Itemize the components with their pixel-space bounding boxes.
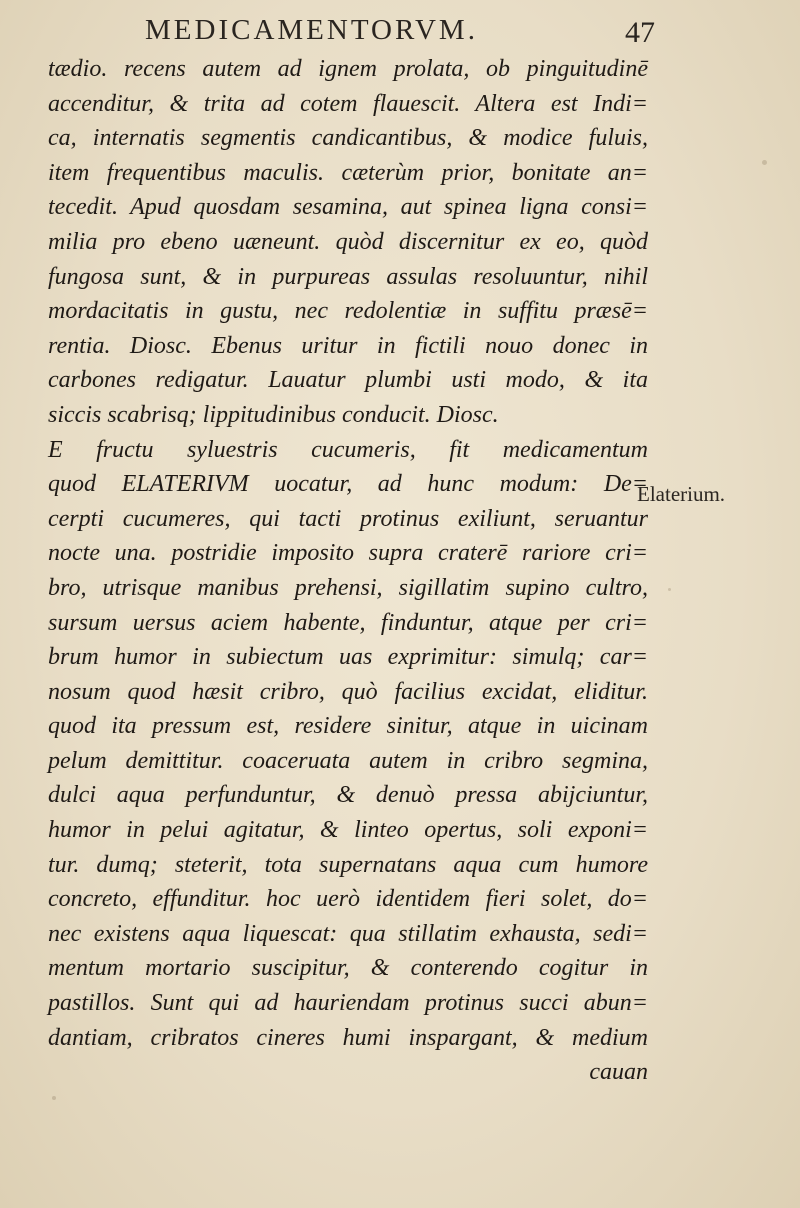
text-line: quod ita pressum est, residere sinitur, atque in uicinam bbox=[48, 713, 648, 740]
page-number: 47 bbox=[625, 16, 655, 49]
text-line: dantiam, cribratos cineres humi inspargant, & medium bbox=[48, 1024, 648, 1051]
text-line: bro, utrisque manibus prehensi, sigillatim supino cultro, bbox=[48, 574, 648, 601]
text-line: quod ELATERIVM uocatur, ad hunc modum: De= bbox=[48, 471, 648, 498]
text-line: ca, internatis segmentis candicantibus, & modice fuluis, bbox=[48, 125, 648, 152]
text-line: brum humor in subiectum uas exprimitur: simulq; car= bbox=[48, 644, 648, 671]
paper-speck bbox=[668, 588, 671, 591]
text-line: fungosa sunt, & in purpureas assulas resoluuntur, nihil bbox=[48, 263, 648, 290]
text-line: cerpti cucumeres, qui tacti protinus exiliunt, seruantur bbox=[48, 505, 648, 532]
text-line: nec existens aqua liquescat: qua stillatim exhausta, sedi= bbox=[48, 920, 648, 947]
paper-speck bbox=[762, 160, 767, 165]
text-line: nosum quod hæsit cribro, quò facilius excidat, eliditur. bbox=[48, 678, 648, 705]
text-line: humor in pelui agitatur, & linteo opertus, soli exponi= bbox=[48, 817, 648, 844]
text-line: tecedit. Apud quosdam sesamina, aut spinea ligna consi= bbox=[48, 194, 648, 221]
running-title: MEDICAMENTORVM. bbox=[145, 14, 478, 46]
text-line: pelum demittitur. coaceruata autem in cribro segmina, bbox=[48, 747, 648, 774]
text-line: rentia. Diosc. Ebenus uritur in fictili nouo donec in bbox=[48, 332, 648, 359]
text-line: nocte una. postridie imposito supra craterē rariore cri= bbox=[48, 540, 648, 567]
text-line: tur. dumq; steterit, tota supernatans aqua cum humore bbox=[48, 851, 648, 878]
text-line: carbones redigatur. Lauatur plumbi usti modo, & ita bbox=[48, 367, 648, 394]
text-line: tædio. recens autem ad ignem prolata, ob pinguitudinē bbox=[48, 56, 648, 82]
text-line: mordacitatis in gustu, nec redolentiæ in suffitu præsē= bbox=[48, 298, 648, 325]
margin-note: Elaterium. bbox=[637, 482, 726, 506]
text-line: milia pro ebeno uæneunt. quòd discernitur ex eo, quòd bbox=[48, 228, 648, 255]
paper-speck bbox=[52, 1096, 56, 1100]
text-line: E fructu syluestris cucumeris, fit medicamentum bbox=[48, 436, 648, 463]
catchword: cauan bbox=[589, 1059, 648, 1086]
page-header bbox=[0, 10, 800, 50]
text-line: siccis scabrisq; lippitudinibus conducit. Diosc. bbox=[48, 401, 499, 428]
text-line: pastillos. Sunt qui ad hauriendam protinus succi abun= bbox=[48, 990, 648, 1017]
text-line: dulci aqua perfunduntur, & denuò pressa abijciuntur, bbox=[48, 782, 648, 809]
text-line: item frequentibus maculis. cæterùm prior, bonitate an= bbox=[48, 159, 648, 186]
body-text bbox=[48, 52, 648, 1090]
text-line: accenditur, & trita ad cotem flauescit. Altera est Indi= bbox=[48, 90, 648, 117]
text-line: concreto, effunditur. hoc uerò identidem fieri solet, do= bbox=[48, 886, 648, 913]
text-line: mentum mortario suscipitur, & conterendo cogitur in bbox=[48, 955, 648, 982]
text-line: sursum uersus aciem habente, finduntur, atque per cri= bbox=[48, 609, 648, 636]
